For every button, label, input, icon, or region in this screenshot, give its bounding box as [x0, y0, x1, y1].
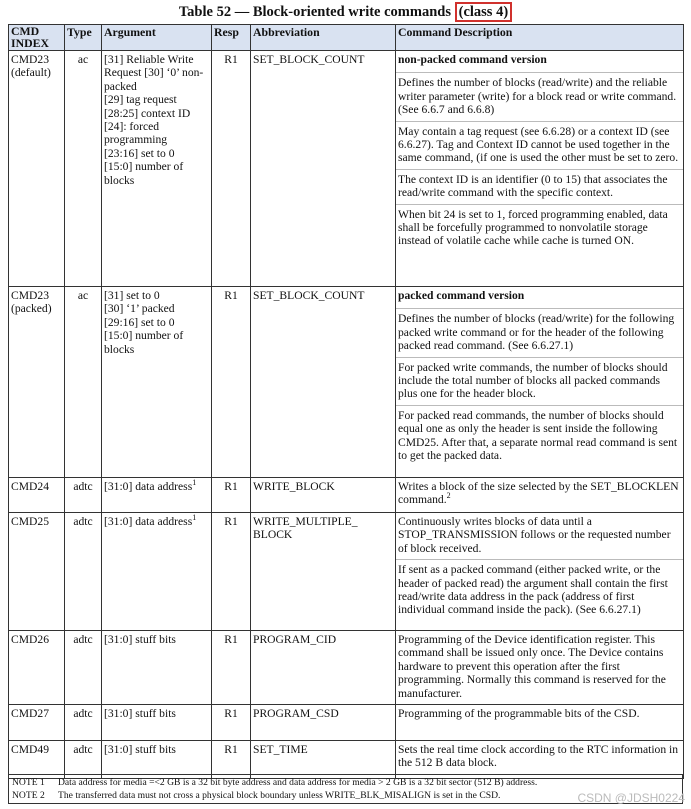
- description-paragraph: [398, 743, 681, 770]
- table-row: [9, 287, 684, 478]
- cmd-index-text: CMD26: [11, 633, 50, 646]
- argument-line: [23:16] set to 0: [104, 146, 175, 160]
- description-paragraph: [398, 480, 681, 507]
- description-paragraph: [398, 515, 681, 555]
- abbreviation-cell: PROGRAM_CSD: [251, 705, 396, 741]
- table-row: [9, 513, 684, 631]
- table-row: [9, 741, 684, 779]
- description-cell: [396, 478, 684, 513]
- type-cell: adtc: [65, 478, 102, 513]
- argument-line: [30] ‘1’ packed: [104, 302, 175, 316]
- watermark: CSDN @JDSH0224: [577, 791, 685, 805]
- argument-line: [31:0] data address: [104, 515, 193, 528]
- cmd-index-text: CMD25: [11, 515, 50, 528]
- description-text: Programming of the programmable bits of the CSD.: [398, 707, 640, 720]
- cmd-index-cell: [9, 631, 65, 705]
- argument-cell: [102, 705, 212, 741]
- argument-line: [31:0] data address: [104, 480, 193, 493]
- description-text: Writes a block of the size selected by the SET_BLOCKLEN command.: [398, 480, 679, 507]
- footnote-ref: 1: [192, 513, 197, 523]
- description-text: For packed write commands, the number of blocks should include the total number of blocks all packed commands plus one for the header block.: [398, 360, 668, 401]
- argument-line: [24]: forced programming: [104, 120, 168, 147]
- argument-cell: [102, 631, 212, 705]
- description-paragraph: [398, 409, 681, 463]
- table-row: [9, 51, 684, 287]
- description-cell: [396, 287, 684, 478]
- header-cmd-index-label: CMD INDEX: [11, 24, 50, 50]
- argument-cell: [102, 741, 212, 779]
- description-text: Sets the real time clock according to the RTC information in the 512 B data block.: [398, 743, 679, 770]
- paragraph-divider: [396, 204, 683, 205]
- description-paragraph: [398, 76, 681, 116]
- note-1-label: NOTE 1: [12, 777, 45, 788]
- header-abbreviation: Abbreviation: [251, 25, 396, 51]
- description-paragraph: [398, 125, 681, 165]
- description-paragraph: [398, 563, 681, 617]
- abbreviation-cell: WRITE_BLOCK: [251, 478, 396, 513]
- header-cmd-index: [9, 25, 65, 51]
- cmd-index-cell: [9, 51, 65, 287]
- footnote-ref: 1: [192, 478, 197, 488]
- description-text: For packed read commands, the number of blocks should equal one as only the header is sent inside the following CMD25. After that, a separate normal read command is sent to get the packed data.: [398, 408, 678, 463]
- description-paragraph: [398, 633, 681, 700]
- type-cell: adtc: [65, 631, 102, 705]
- argument-cell: [102, 287, 212, 478]
- argument-cell: [102, 478, 212, 513]
- argument-line: [29:16] set to 0: [104, 315, 175, 329]
- note-1-text: Data address for media =<2 GB is a 32 bit byte address and data address for media > 2 GB is a 32 bit sector (512 B) address.: [58, 777, 538, 788]
- type-cell: adtc: [65, 513, 102, 631]
- cmd-index-cell: [9, 287, 65, 478]
- argument-line: [31:0] stuff bits: [104, 707, 176, 720]
- argument-line: [15:0] number of blocks: [104, 329, 184, 356]
- description-cell: [396, 705, 684, 741]
- resp-cell: R1: [212, 478, 251, 513]
- argument-line: [31] Reliable Write Request [30] ‘0’ non- packed: [104, 53, 204, 93]
- resp-cell: R1: [212, 705, 251, 741]
- argument-line: [31] set to 0: [104, 289, 160, 302]
- abbreviation-cell: PROGRAM_CID: [251, 631, 396, 705]
- cmd-index-cell: [9, 741, 65, 779]
- description-paragraph: [398, 208, 681, 248]
- cmd-index-text: (default): [11, 66, 51, 80]
- table-title: [0, 4, 691, 21]
- table-row: [9, 631, 684, 705]
- resp-cell: R1: [212, 51, 251, 287]
- description-text: When bit 24 is set to 1, forced programming enabled, data shall be forcefully programmed to nonvolatile storage instead of volatile cache while cache is turned ON.: [398, 207, 668, 248]
- cmd-index-cell: [9, 513, 65, 631]
- table-row: [9, 705, 684, 741]
- note-1: [12, 776, 679, 789]
- description-text: The context ID is an identifier (0 to 15) that associates the read/write command with the specific context.: [398, 172, 668, 200]
- description-text: Continuously writes blocks of data until a STOP_TRANSMISSION follows or the requested number of block received.: [398, 515, 671, 555]
- type-cell: adtc: [65, 705, 102, 741]
- paragraph-divider: [396, 72, 683, 73]
- table-title-text: Table 52 — Block-oriented write commands: [178, 4, 455, 20]
- description-text: May contain a tag request (see 6.6.28) or a context ID (see 6.6.27). Tag and Context ID cannot be used together in the same command, (if one is used the other must be set to zero.: [398, 124, 679, 165]
- paragraph-divider: [396, 357, 683, 358]
- type-cell: ac: [65, 51, 102, 287]
- description-paragraph: [398, 361, 681, 401]
- argument-cell: [102, 51, 212, 287]
- description-paragraph: [398, 312, 681, 352]
- table-row: [9, 478, 684, 513]
- note-2-label: NOTE 2: [12, 790, 45, 801]
- header-description: Command Description: [396, 25, 684, 51]
- paragraph-divider: [396, 308, 683, 309]
- abbreviation-cell: SET_BLOCK_COUNT: [251, 287, 396, 478]
- table-body: [9, 51, 684, 779]
- argument-line: [31:0] stuff bits: [104, 743, 176, 756]
- cmd-index-text: CMD27: [11, 707, 50, 720]
- paragraph-divider: [396, 121, 683, 122]
- header-type: Type: [65, 25, 102, 51]
- resp-cell: R1: [212, 741, 251, 779]
- abbreviation-cell: WRITE_MULTIPLE_ BLOCK: [251, 513, 396, 631]
- header-argument: Argument: [102, 25, 212, 51]
- description-cell: [396, 741, 684, 779]
- cmd-index-text: CMD24: [11, 480, 50, 493]
- resp-cell: R1: [212, 513, 251, 631]
- description-text: Defines the number of blocks (read/write) for the following packed write command or for the header of the following packed read command. (See 6.6.27.1): [398, 312, 675, 353]
- resp-cell: R1: [212, 631, 251, 705]
- paragraph-divider: [396, 559, 683, 560]
- paragraph-divider: [396, 169, 683, 170]
- abbreviation-cell: SET_TIME: [251, 741, 396, 779]
- cmd-index-cell: [9, 705, 65, 741]
- description-text: If sent as a packed command (either packed write, or the header of packed read) the argument shall contain the first read/write data address in the pack (address of first individual command inside the pack). (See 6.6.27.1): [398, 563, 668, 617]
- footnote-ref: 2: [446, 491, 451, 501]
- description-paragraph: [398, 707, 681, 720]
- description-cell: [396, 51, 684, 287]
- type-cell: ac: [65, 287, 102, 478]
- paragraph-divider: [396, 405, 683, 406]
- cmd-index-text: CMD49: [11, 743, 50, 756]
- description-text: Defines the number of blocks (read/write) and the reliable writer parameter (write) for a block read or write command. (See 6.6.7 and 6.6.8): [398, 76, 677, 117]
- description-paragraph: [398, 173, 681, 200]
- abbreviation-cell: SET_BLOCK_COUNT: [251, 51, 396, 287]
- description-heading: non-packed command version: [398, 53, 547, 66]
- table-header-row: [9, 25, 684, 51]
- cmd-index-text: (packed): [11, 302, 52, 316]
- resp-cell: R1: [212, 287, 251, 478]
- class-highlight-box: (class 4): [455, 2, 513, 22]
- argument-cell: [102, 513, 212, 631]
- description-heading: packed command version: [398, 289, 525, 302]
- command-table: [8, 24, 684, 779]
- header-resp: Resp: [212, 25, 251, 51]
- type-cell: adtc: [65, 741, 102, 779]
- argument-line: [31:0] stuff bits: [104, 633, 176, 646]
- cmd-index-cell: [9, 478, 65, 513]
- argument-line: [15:0] number of blocks: [104, 160, 184, 187]
- cmd-index-text: CMD23: [11, 53, 50, 66]
- argument-line: [28:25] context ID: [104, 106, 191, 120]
- description-cell: [396, 513, 684, 631]
- note-2-text: The transferred data must not cross a physical block boundary unless WRITE_BLK_MISALIGN is set in the CSD.: [58, 790, 501, 801]
- argument-line: [29] tag request: [104, 93, 177, 107]
- cmd-index-text: CMD23: [11, 289, 50, 302]
- description-text: Programming of the Device identification register. This command shall be issued only once. The Device contains hardware to prevent this operation after the first programming. Normally this command is reserved for the manufacturer.: [398, 633, 666, 700]
- description-cell: [396, 631, 684, 705]
